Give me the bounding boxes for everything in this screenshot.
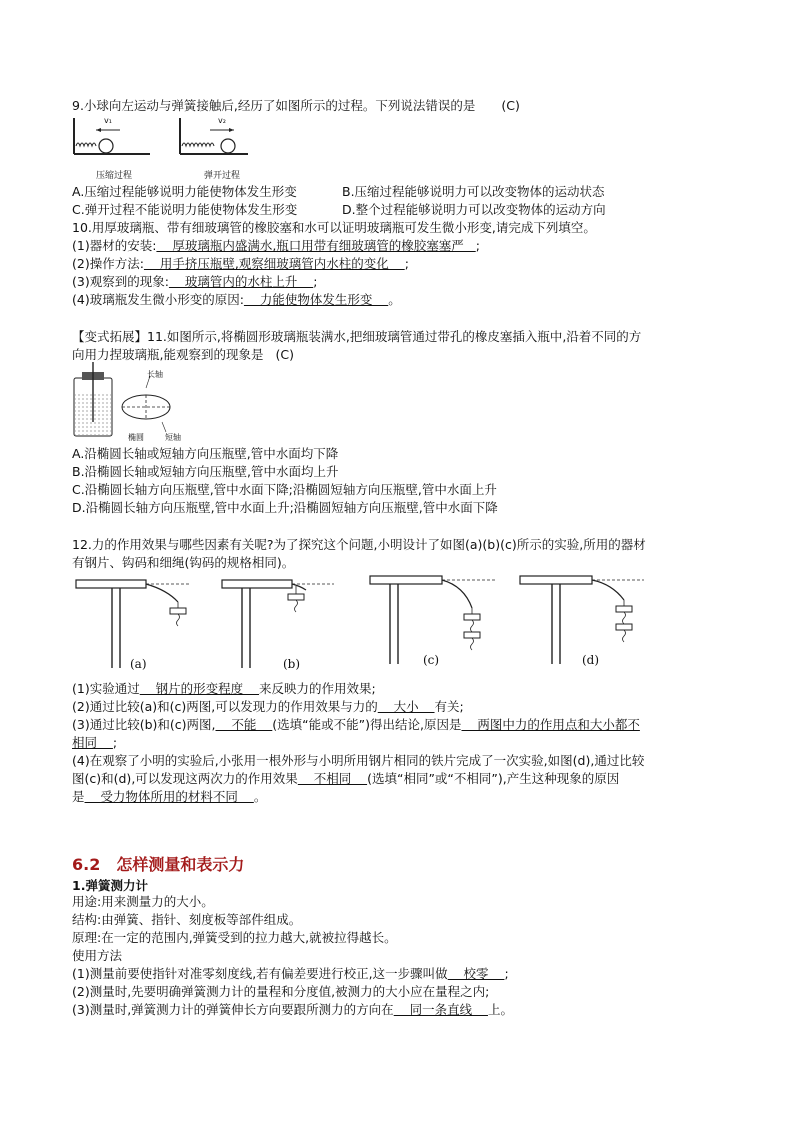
q11-stem-line1: 【变式拓展】11.如图所示,将椭圆形玻璃瓶装满水,把细玻璃管通过带孔的橡皮塞插入瓶中,沿着不同的方 <box>72 329 642 344</box>
sec62-m1-end: ; <box>504 966 509 981</box>
q12-line4-1: (4)在观察了小明的实验后,小张用一根外形与小明所用钢片相同的铁片完成了一次实验,如图(d),通过比较 <box>72 753 645 768</box>
q11-label-ellipse: 椭圆 <box>128 433 144 442</box>
q11-option-c: C.沿椭圆长轴方向压瓶壁,管中水面下降;沿椭圆短轴方向压瓶壁,管中水面上升 <box>72 482 497 497</box>
subsection-title: 1.弹簧测力计 <box>72 878 148 893</box>
q12-l3-answer2: 两图中力的作用点和大小都不 <box>461 717 640 732</box>
q11-option-d: D.沿椭圆长轴方向压瓶壁,管中水面上升;沿椭圆短轴方向压瓶壁,管中水面下降 <box>72 500 498 515</box>
q11-label-short-axis: 短轴 <box>165 433 181 442</box>
q12-line2 <box>72 698 464 715</box>
q12-line4-2 <box>72 770 619 787</box>
sec62-method: 使用方法 <box>72 948 123 963</box>
q10-l2-end: ; <box>404 256 409 271</box>
q9-options-row2 <box>72 201 606 218</box>
q12-fig-d-label: (d) <box>582 653 600 667</box>
q12-l4-2-answer: 不相同 <box>297 771 368 786</box>
q12-l4-2-label: 图(c)和(d),可以发现这两次力的作用效果 <box>72 771 298 786</box>
q12-l3-answer: 不能 <box>215 717 273 732</box>
sec62-method2: (2)测量时,先要明确弹簧测力计的量程和分度值,被测力的大小应在量程之内; <box>72 984 490 999</box>
sec62-m3-label: (3)测量时,弹簧测力计的弹簧伸长方向要跟所测力的方向在 <box>72 1002 394 1017</box>
q10-l3-answer: 玻璃管内的水柱上升 <box>168 274 314 289</box>
q9-stem: 9.小球向左运动与弹簧接触后,经历了如图所示的过程。下列说法错误的是 <box>72 98 476 113</box>
q10-l1-answer: 厚玻璃瓶内盛满水,瓶口用带有细玻璃管的橡胶塞塞严 <box>156 238 476 253</box>
q10-line4 <box>72 291 401 308</box>
q9-option-c: C.弹开过程不能说明力能使物体发生形变 <box>72 202 298 217</box>
q12-l1-label: (1)实验通过 <box>72 681 140 696</box>
sec62-m1-answer: 校零 <box>447 966 505 981</box>
q12-fig-a-label: (a) <box>130 657 147 671</box>
q10-line1 <box>72 237 480 254</box>
sec62-principle: 原理:在一定的范围内,弹簧受到的拉力越大,就被拉得越长。 <box>72 930 397 945</box>
section-title: 6.2 怎样测量和表示力 <box>72 855 245 874</box>
q12-l2-label: (2)通过比较(a)和(c)两图,可以发现力的作用效果与力的 <box>72 699 378 714</box>
sec62-use: 用途:用来测量力的大小。 <box>72 894 214 909</box>
q10-l4-label: (4)玻璃瓶发生微小形变的原因: <box>72 292 244 307</box>
q12-l2-end: 有关; <box>434 699 464 714</box>
q11-stem2: 向用力捏玻璃瓶,能观察到的现象是 <box>72 347 264 362</box>
sec62-m1-label: (1)测量前要使指针对准零刻度线,若有偏差要进行校正,这一步骤叫做 <box>72 966 448 981</box>
q10-l1-label: (1)器材的安装: <box>72 238 157 253</box>
q12-figure-d <box>520 576 644 664</box>
q11-option-b: B.沿椭圆长轴或短轴方向压瓶壁,管中水面均上升 <box>72 464 339 479</box>
q9-option-b: B.压缩过程能够说明力可以改变物体的运动状态 <box>342 184 605 199</box>
q11-figure <box>70 362 180 442</box>
q10-l2-label: (2)操作方法: <box>72 256 144 271</box>
q11-answer: (C) <box>275 347 294 362</box>
q12-line4-3 <box>72 788 266 805</box>
q10-l4-end: 。 <box>388 292 401 307</box>
q12-l1-answer: 钢片的形变程度 <box>139 681 260 696</box>
q12-stem-line1: 12.力的作用效果与哪些因素有关呢?为了探究这个问题,小明设计了如图(a)(b)(c)所示的实验,所用的器材 <box>72 537 646 552</box>
q12-figure-c <box>370 576 496 664</box>
q9-answer: (C) <box>501 98 520 113</box>
sec62-method3 <box>72 1001 513 1018</box>
q12-figure-a <box>76 580 190 668</box>
q12-l3-label: (3)通过比较(b)和(c)两图, <box>72 717 216 732</box>
q11-label-long-axis: 长轴 <box>147 370 163 379</box>
q12-figure-b <box>222 580 334 668</box>
q10-l1-end: ; <box>475 238 480 253</box>
q12-line3b <box>72 734 117 751</box>
q11-stem-line2 <box>72 346 294 363</box>
sec62-structure: 结构:由弹簧、指针、刻度板等部件组成。 <box>72 912 302 927</box>
q12-line3 <box>72 716 640 733</box>
q12-stem-line2: 有钢片、钩码和细绳(钩码的规格相同)。 <box>72 555 295 570</box>
q9-option-a: A.压缩过程能够说明力能使物体发生形变 <box>72 184 297 199</box>
q12-l4-3-answer: 受力物体所用的材料不同 <box>84 789 254 804</box>
q12-l4-2-end: (选填“相同”或“不相同”),产生这种现象的原因 <box>367 771 620 786</box>
q12-line1 <box>72 680 376 697</box>
q12-l1-end: 来反映力的作用效果; <box>259 681 376 696</box>
q9-caption-compress: 压缩过程 <box>96 171 133 181</box>
sec62-method1 <box>72 965 509 982</box>
q12-l3b-end: ; <box>112 735 118 750</box>
q9-options-row1 <box>72 183 605 200</box>
q9-caption-rebound: 弹开过程 <box>204 171 241 181</box>
sec62-m3-answer: 同一条直线 <box>393 1002 488 1017</box>
q9-option-d: D.整个过程能够说明力可以改变物体的运动方向 <box>342 202 606 217</box>
q10-l3-label: (3)观察到的现象: <box>72 274 169 289</box>
q9-v1: v₁ <box>104 116 112 125</box>
q12-fig-c-label: (c) <box>423 653 440 667</box>
q12-fig-b-label: (b) <box>283 657 301 671</box>
q12-l3-mid: (选填“能或不能”)得出结论,原因是 <box>272 717 462 732</box>
q12-l3b-answer: 相同 <box>72 735 113 750</box>
q10-line3 <box>72 273 317 290</box>
q12-l2-answer: 大小 <box>377 699 435 714</box>
q10-l2-answer: 用手挤压瓶壁,观察细玻璃管内水柱的变化 <box>143 256 405 271</box>
sec62-m3-end: 上。 <box>487 1002 513 1017</box>
q9-v2: v₂ <box>218 116 226 125</box>
q12-l4-3-end: 。 <box>253 789 267 804</box>
q10-line2 <box>72 255 409 272</box>
q11-option-a: A.沿椭圆长轴或短轴方向压瓶壁,管中水面均下降 <box>72 446 339 461</box>
q10-l4-answer: 力能使物体发生形变 <box>243 292 389 307</box>
q10-stem: 10.用厚玻璃瓶、带有细玻璃管的橡胶塞和水可以证明玻璃瓶可发生微小形变,请完成下列填空。 <box>72 220 596 235</box>
q12-l4-3-label: 是 <box>72 789 85 804</box>
q10-l3-end: ; <box>313 274 318 289</box>
